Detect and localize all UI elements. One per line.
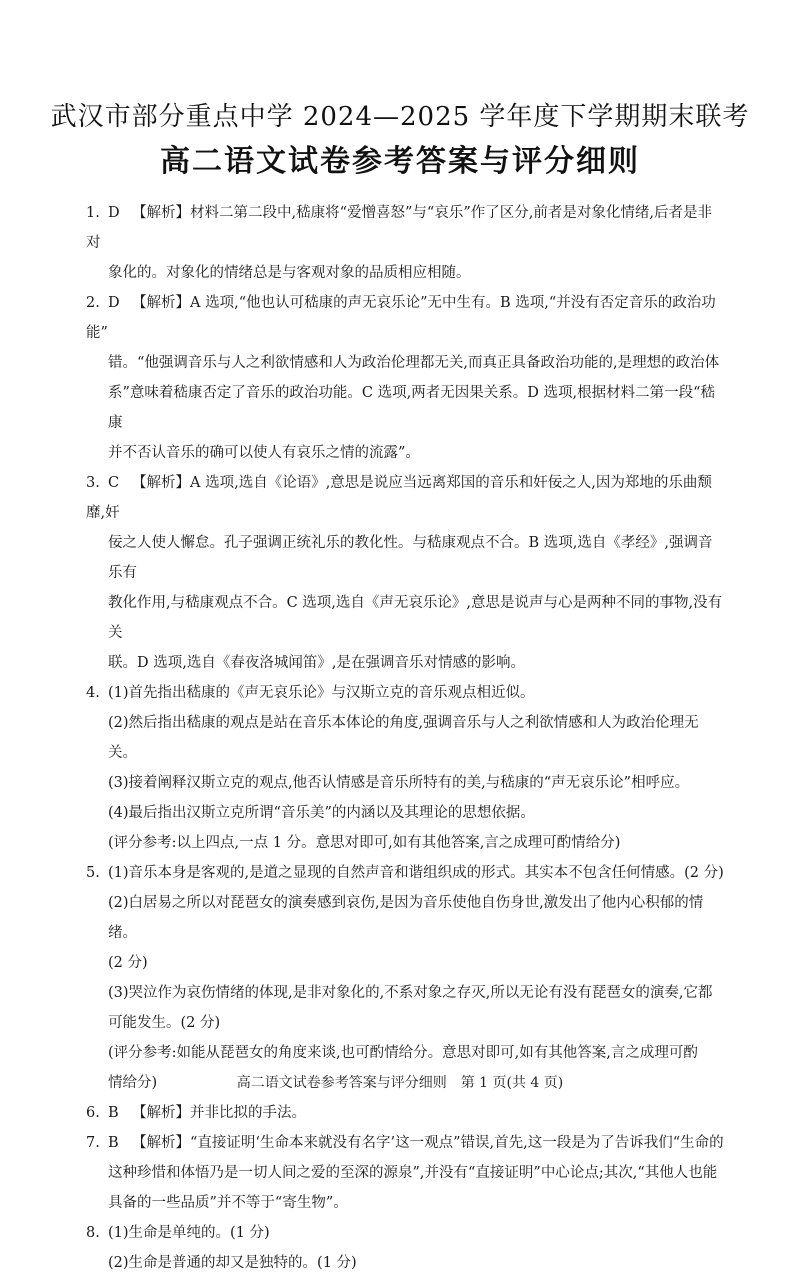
page-footer: 高二语文试卷参考答案与评分细则 第 1 页(共 4 页) [236, 1075, 564, 1091]
exam-header: 武汉市部分重点中学 2024—2025 学年度下学期期末联考 [50, 102, 750, 132]
answer-list [86, 198, 726, 1278]
question-number: 2. [86, 295, 100, 311]
answer-item [86, 468, 726, 678]
answer-choice: D [108, 205, 120, 221]
answer-choice: D [108, 295, 120, 311]
question-number: 8. [86, 1225, 100, 1241]
answer-item [86, 858, 726, 1098]
explanation-line: 联。D 选项,选自《春夜洛城闻笛》,是在强调音乐对情感的影响。 [108, 655, 525, 671]
answer-item [86, 1218, 726, 1278]
sub-answer-line: (2 分) [108, 955, 148, 971]
sub-answer-line: 情给分) [108, 1075, 158, 1091]
page-title: 高二语文试卷参考答案与评分细则 [160, 144, 640, 179]
explanation-line: 错。“他强调音乐与人之利欲情感和人为政治伦理都无关,而真正具备政治功能的,是理想的政治体 [108, 355, 720, 371]
answer-first-line [86, 678, 726, 708]
answer-text: 【解析】“直接证明‘生命本来就没有名字’这一观点”错误,首先,这一段是为了告诉我们“生命的 [132, 1135, 724, 1151]
question-number: 7. [86, 1135, 100, 1151]
answer-item [86, 1098, 726, 1128]
answer-first-line [86, 1128, 726, 1158]
explanation-line: 系”意味着嵇康否定了音乐的政治功能。C 选项,两者无因果关系。D 选项,根据材料二第一段“嵇康 [108, 385, 715, 431]
answer-first-line [86, 1218, 726, 1248]
sub-answer-line: (3)哭泣作为哀伤情绪的体现,是非对象化的,不系对象之存灭,所以无论有没有琵琶女的演奏,它都 [108, 985, 713, 1001]
answer-text: 【解析】A 选项,“他也认可嵇康的声无哀乐论”无中生有。B 选项,“并没有否定音乐的政治功能” [86, 295, 716, 341]
question-number: 5. [86, 865, 100, 881]
answer-text: (1)音乐本身是客观的,是道之显现的自然声音和谐组织成的形式。其实本不包含任何情感。(2 分) [108, 865, 724, 881]
answer-item [86, 198, 726, 288]
answer-item [86, 678, 726, 858]
explanation-line: 象化的。对象化的情绪总是与客观对象的品质相应相随。 [108, 265, 471, 281]
explanation-line: 这种珍惜和体悟乃是一切人间之爱的至深的源泉”,并没有“直接证明”中心论点;其次,“其他人也能 [108, 1165, 718, 1181]
sub-answer-line: 可能发生。(2 分) [108, 1015, 221, 1031]
sub-answer-line: (评分参考:以上四点,一点 1 分。意思对即可,如有其他答案,言之成理可酌情给分) [108, 835, 621, 851]
question-number: 6. [86, 1105, 100, 1121]
answer-choice: C [108, 475, 120, 491]
answer-text: 【解析】材料二第二段中,嵇康将“爱憎喜怒”与“哀乐”作了区分,前者是对象化情绪,后者是非对 [86, 205, 712, 251]
answer-first-line [86, 1098, 726, 1128]
answer-first-line [86, 198, 726, 258]
sub-answer-line: (2)生命是普通的却又是独特的。(1 分) [108, 1255, 357, 1271]
answer-first-line [86, 468, 726, 528]
question-number: 4. [86, 685, 100, 701]
explanation-line: 并不否认音乐的确可以使人有哀乐之情的流露”。 [108, 445, 420, 461]
answer-text: (1)首先指出嵇康的《声无哀乐论》与汉斯立克的音乐观点相近似。 [108, 685, 535, 701]
answer-choice: B [108, 1135, 119, 1151]
question-number: 1. [86, 205, 100, 221]
answer-text: 【解析】A 选项,选自《论语》,意思是说应当远离郑国的音乐和奸佞之人,因为郑地的乐曲颓靡,奸 [86, 475, 712, 521]
sub-answer-line: (2)然后指出嵇康的观点是站在音乐本体论的角度,强调音乐与人之利欲情感和人为政治伦理无关。 [108, 715, 699, 761]
sub-answer-line: (3)接着阐释汉斯立克的观点,他否认情感是音乐所特有的美,与嵇康的“声无哀乐论”相呼应。 [108, 775, 690, 791]
sub-answer-line: (4)最后指出汉斯立克所谓“音乐美”的内涵以及其理论的思想依据。 [108, 805, 535, 821]
answer-item [86, 1128, 726, 1218]
answer-first-line [86, 288, 726, 348]
answer-choice: B [108, 1105, 119, 1121]
explanation-line: 佞之人使人懈怠。孔子强调正统礼乐的教化性。与嵇康观点不合。B 选项,选自《孝经》,强调音乐有 [108, 535, 713, 581]
answer-text: (1)生命是单纯的。(1 分) [108, 1225, 270, 1241]
sub-answer-line: (评分参考:如能从琵琶女的角度来谈,也可酌情给分。意思对即可,如有其他答案,言之成理可酌 [108, 1045, 698, 1061]
explanation-line: 具备的一些品质”并不等于“寄生物”。 [108, 1195, 348, 1211]
answer-first-line [86, 858, 726, 888]
sub-answer-line: (2)白居易之所以对琵琶女的演奏感到哀伤,是因为音乐使他自伤身世,激发出了他内心积郁的情绪。 [108, 895, 704, 941]
answer-item [86, 288, 726, 468]
answer-text: 【解析】并非比拟的手法。 [132, 1105, 306, 1121]
question-number: 3. [86, 475, 100, 491]
explanation-line: 教化作用,与嵇康观点不合。C 选项,选自《声无哀乐论》,意思是说声与心是两种不同的事物,没有关 [108, 595, 723, 641]
